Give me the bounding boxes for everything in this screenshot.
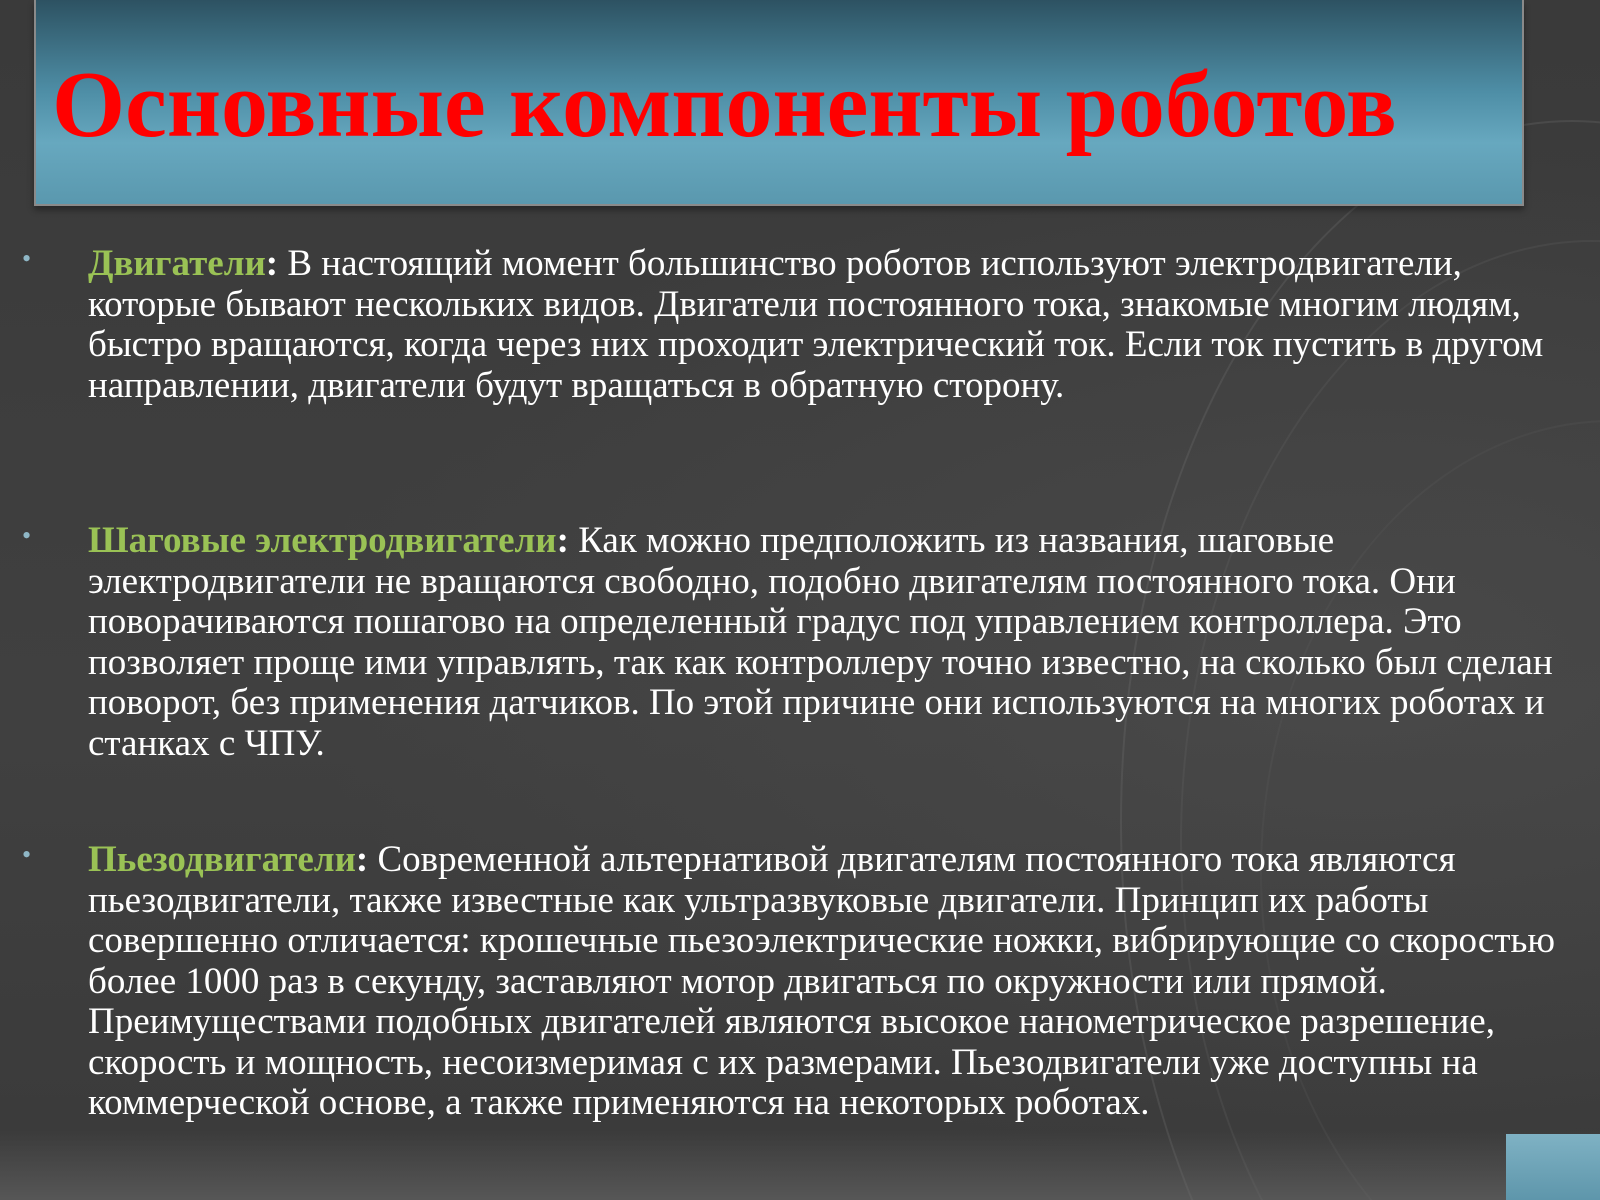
bullet-text: В настоящий момент большинство роботов используют электродвигатели, которые бывают нескольких видов. Двигатели постоянного тока, знакомые многим людям, быстро вращаются, когда через них проходит электрический ток. Если ток пустить в другом направлении, двигатели будут вращаться в обратную сторону.	[88, 243, 1544, 406]
bullet-separator: :	[355, 839, 369, 880]
bottom-band	[0, 1130, 1600, 1200]
bullet-separator: :	[265, 243, 279, 284]
bullet-text: Современной альтернативой двигателям постоянного тока являются пьезодвигатели, также известные как ультразвуковые двигатели. Принцип их работы совершенно отличается: крошечные пьезоэлектрические ножки, вибрирующие со скоростью более 1000 раз в секунду, заставляют мотор двигаться по окружности или прямой. Преимуществами подобных двигателей являются высокое нанометрическое разрешение, скорость и мощность, несоизмеримая с их размерами. Пьезодвигатели уже доступны на коммерческой основе, а также применяются на некоторых роботах.	[88, 839, 1556, 1123]
corner-accent-box	[1506, 1134, 1600, 1200]
bullet-dot-icon: •	[22, 521, 32, 550]
bullet-term: Шаговые электродвигатели	[88, 520, 557, 561]
bullet-dot-icon: •	[22, 244, 32, 273]
bullet-dot-icon: •	[22, 840, 32, 869]
title-bar	[34, 0, 1524, 206]
bullet-item-motors	[22, 243, 1578, 406]
bullet-text: Как можно предположить из названия, шаговые электродвигатели не вращаются свободно, подобно двигателям постоянного тока. Они поворачиваются пошагово на определенный градус под управлением контроллера. Это позволяет проще ими управлять, так как контроллеру точно известно, на сколько был сделан поворот, без применения датчиков. По этой причине они используются на многих роботах и станках с ЧПУ.	[88, 520, 1553, 764]
slide-title: Основные компоненты роботов	[52, 53, 1397, 157]
bullet-term: Двигатели	[88, 243, 266, 284]
bullet-item-stepper-motors	[22, 520, 1578, 764]
bullet-separator: :	[556, 520, 569, 561]
bullet-item-piezo-motors	[22, 839, 1578, 1124]
bullet-term: Пьезодвигатели	[88, 839, 356, 880]
